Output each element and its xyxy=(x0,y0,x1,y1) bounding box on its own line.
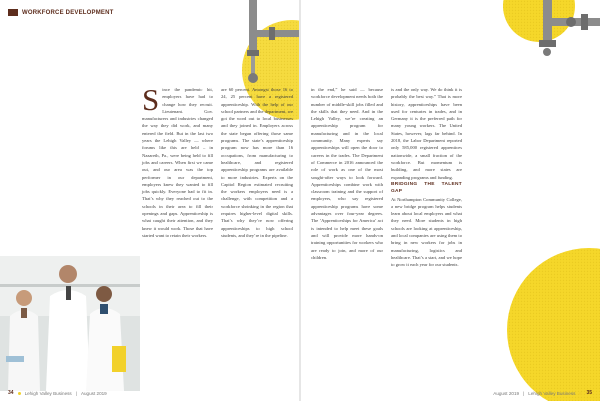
article-column-2 xyxy=(221,86,293,296)
section-tag-bar xyxy=(8,9,18,16)
article-column-4 xyxy=(391,86,462,298)
publication-name: Lehigh Valley Business xyxy=(24,390,72,396)
page-number: 34 xyxy=(8,390,14,396)
left-page xyxy=(0,0,299,401)
folio-dot-icon xyxy=(18,392,21,395)
article-text: ince the pandemic hit, employers have had to change how they recruit. Lieutenant. Gov. manufacturers and industries changed the way they did work, and many entered the field. But in the last two years the Lehigh Valley — where forums like this are held – in Nazareth, Pa., were being held to fill jobs and careers. When first we came out, and our area was the top performer in our department, employers knew they wanted to fill jobs quickly. Everyone had to fit in. That’s why they reached out to the schools in their area to fill their openings and gaps. Apprenticeship is what caught their attention, and they knew it would work. Those that have started want to retain their workers. xyxy=(142,87,213,238)
section-tag-label: WORKFORCE DEVELOPMENT xyxy=(22,9,114,16)
section-subhead: BRIDGING THE TALENT GAP xyxy=(391,182,462,195)
folio-left xyxy=(8,390,107,396)
article-column-1 xyxy=(142,82,213,254)
publication-name: Lehigh Valley Business xyxy=(528,390,576,396)
article-text: is and the only way. We do think it is probably the best way.” That is more history, apprenticeships have been used for centuries in trades, and in Germany it is the preferred path for many young workers. The United States, however, lags far behind. In 2018, the Labor Department reported only 585,000 registered apprentices nationwide, a small fraction of the workforce. But momentum is building, and more states are expanding programs and funding. xyxy=(391,87,462,180)
section-tag xyxy=(8,9,114,16)
pipes-and-bubble-illustration xyxy=(469,0,600,401)
article-text: At Northampton Community College, a new bridge program helps students learn about local employers and what they need. More students in high schools are looking at apprenticeship, and local companies are using them to bring in new workers for jobs in manufacturing, logistics and healthcare. That’s a start, and we hope to grow it each year for our students. xyxy=(391,196,462,268)
article-column-3 xyxy=(311,86,383,298)
folio-separator: | xyxy=(523,390,525,396)
issue-date: August 2019 xyxy=(80,390,107,396)
folio-separator: | xyxy=(75,390,77,396)
article-text: are 60 percent. Amongst those 16 to 24, 25 percent have a registered apprenticeship. With the help of our school partners and the department, we got the word out to local businesses and they joined in. Employers across the state began offering those same programs. The state’s apprenticeship program now has more than 16 occupations, from manufacturing to healthcare, and registered apprenticeship programs are available to more industries. Experts on the Capitol Region estimated recruiting the workers employers need is a challenge, with competition and a workforce shrinking in the region that requires higher-level digital skills. That’s why they’re now offering apprenticeships to high school students, and they’re in the pipeline. xyxy=(221,87,293,238)
page-number: 35 xyxy=(586,390,592,396)
folio-right xyxy=(493,390,592,396)
folio-dot-icon xyxy=(579,392,582,395)
issue-date: August 2019 xyxy=(493,390,520,396)
pipes-illustration xyxy=(211,0,299,90)
drop-cap: S xyxy=(142,82,160,117)
lab-workers-photo xyxy=(0,256,140,391)
article-text: in the end,” he said — because workforce development needs both the number of middle-skill jobs filled and the skills that they need. And in the Lehigh Valley, we’re creating an apprenticeship program for manufacturing and in the local community. Many experts say apprenticeships will open the door to careers in the trades. The Department of Commerce in 2016 announced the role of work as one of the most sought-after ways to look forward. Apprenticeships combine work with classroom training and the support of employers, who say registered apprenticeship programs have some advantages over four-year degrees. The ’Apprenticeships for America’ act is intended to help meet these goals and will provide more hands-on training opportunities for workers who are ready to join, and more of our children. xyxy=(311,87,383,260)
